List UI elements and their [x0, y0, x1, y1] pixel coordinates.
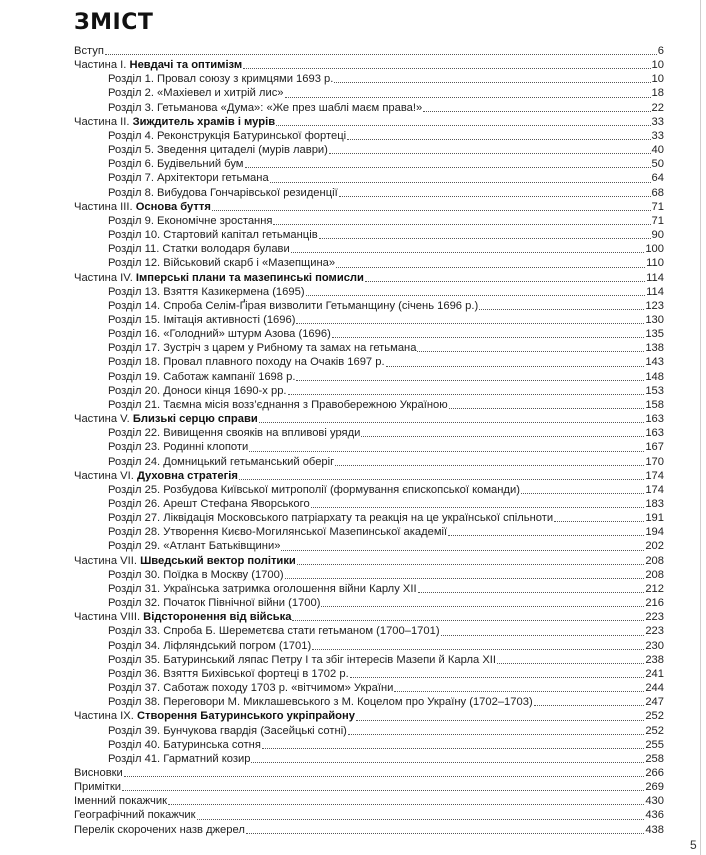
- toc-chapter-entry: [74, 129, 664, 143]
- toc-chapter-entry: [74, 341, 664, 355]
- toc-entry-title: [108, 639, 311, 653]
- toc-page-number: 90: [651, 229, 664, 242]
- toc-page-number: 167: [645, 441, 664, 454]
- page-title: ЗМІСТ: [74, 10, 154, 35]
- dot-leader: [296, 313, 644, 324]
- toc-part-entry: [74, 58, 664, 72]
- toc-chapter-entry: [74, 440, 664, 454]
- toc-entry-text: Розділ 15. Імітація активності (1696): [108, 313, 296, 326]
- toc-entry-text: Розділ 3. Гетьманова «Дума»: «Же през шаблі маєм права!»: [108, 101, 423, 114]
- toc-page-number: 247: [645, 696, 664, 709]
- dot-leader: [296, 370, 644, 381]
- dot-leader: [124, 766, 645, 777]
- toc-entry-title: [108, 327, 331, 341]
- toc-page-number: 153: [645, 384, 664, 397]
- toc-part-entry: [74, 808, 664, 822]
- toc-chapter-entry: [74, 525, 664, 539]
- toc-page-number: 241: [645, 667, 664, 680]
- toc-entry-text: Розділ 8. Вибудова Гончарівської резиденції: [108, 186, 338, 199]
- toc-entry-text: Розділ 27. Ліквідація Московського патріархату та реакція на це української спільноти: [108, 512, 554, 525]
- toc-chapter-entry: [74, 398, 664, 412]
- toc-chapter-entry: [74, 582, 664, 596]
- toc-chapter-entry: [74, 695, 664, 709]
- toc-page-number: 238: [645, 653, 664, 666]
- toc-chapter-entry: [74, 285, 664, 299]
- toc-entry-title: [108, 285, 305, 299]
- toc-page-number: 163: [645, 413, 664, 426]
- dot-leader: [212, 200, 651, 211]
- toc-entry-text: Розділ 30. Поїдка в Москву (1700): [108, 568, 284, 581]
- toc-entry-text: Розділ 21. Таємна місія возз’єднання з Правобережною Україною: [108, 398, 448, 411]
- toc-entry-text: Розділ 41. Гарматний козир: [108, 752, 251, 765]
- toc-page-number: 191: [645, 512, 664, 525]
- toc-entry-text: Розділ 7. Архітектори гетьмана: [108, 172, 269, 185]
- toc-page-number: 64: [651, 172, 664, 185]
- toc-entry-text: Розділ 31. Українська затримка оголошення війни Карлу XII: [108, 582, 417, 595]
- toc-entry-title: [108, 695, 533, 709]
- dot-leader: [285, 87, 651, 98]
- toc-entry-text: Вступ: [74, 45, 104, 57]
- toc-entry-title: [74, 44, 104, 58]
- toc-entry-title: [74, 823, 245, 837]
- toc-entry-title: [74, 610, 291, 624]
- toc-entry-title: [74, 808, 196, 822]
- toc-chapter-entry: [74, 539, 664, 553]
- toc-chapter-entry: [74, 738, 664, 752]
- toc-chapter-entry: [74, 299, 664, 313]
- toc-entry-title: [108, 483, 520, 497]
- toc-page-number: 68: [651, 186, 664, 199]
- toc-entry-text: Розділ 29. «Атлант Батьківщини»: [108, 540, 281, 553]
- toc-entry-text: Розділ 36. Взяття Бихівської фортеці в 1702 р.: [108, 667, 349, 680]
- toc-entry-text: Перелік скорочених назв джерел: [74, 823, 245, 836]
- toc-entry-text: Висновки: [74, 766, 123, 779]
- toc-entry-text: Розділ 35. Батуринський ляпас Петру I та збіг інтересів Мазепи й Карла XII: [108, 653, 496, 666]
- dot-leader: [306, 285, 646, 296]
- toc-part-entry: [74, 780, 664, 794]
- toc-page-number: 216: [645, 597, 664, 610]
- toc-entry-text: Розділ 22. Вивищення свояків на впливові уряди: [108, 427, 361, 440]
- toc-part-title: Основа буття: [135, 200, 211, 213]
- toc-page-number: 10: [651, 73, 664, 86]
- dot-leader: [197, 809, 645, 820]
- toc-entry-title: [108, 752, 250, 766]
- toc-entry-title: [108, 653, 496, 667]
- toc-entry-title: [108, 370, 295, 384]
- toc-chapter-entry: [74, 624, 664, 638]
- toc-entry-title: [108, 143, 328, 157]
- toc-page-number: 158: [645, 398, 664, 411]
- toc-entry-text: Розділ 32. Початок Північної війни (1700): [108, 597, 321, 610]
- toc-page-number: 110: [646, 257, 664, 270]
- dot-leader: [334, 72, 650, 83]
- toc-entry-title: [108, 214, 272, 228]
- toc-page-number: 10: [651, 59, 664, 72]
- dot-leader: [335, 455, 644, 466]
- toc-chapter-entry: [74, 639, 664, 653]
- toc-page-number: 40: [651, 144, 664, 157]
- toc-entry-text: Розділ 20. Доноси кінця 1690-х рр.: [108, 384, 287, 397]
- toc-entry-title: [108, 426, 360, 440]
- page-number: 5: [690, 838, 697, 852]
- toc-chapter-entry: [74, 143, 664, 157]
- toc-chapter-entry: [74, 511, 664, 525]
- toc-entry-text: Розділ 28. Утворення Києво-Могилянської Мазепинської академії: [108, 526, 448, 539]
- toc-entry-title: [108, 72, 333, 86]
- toc-chapter-entry: [74, 483, 664, 497]
- toc-entry-text: Іменний покажчик: [74, 795, 167, 808]
- toc-page-number: 208: [645, 554, 664, 567]
- dot-leader: [348, 724, 644, 735]
- toc-chapter-entry: [74, 426, 664, 440]
- toc-entry-text: Розділ 38. Переговори М. Миклашевського з М. Коцелом про Україну (1702–1703): [108, 696, 533, 709]
- toc-page-number: 223: [645, 625, 664, 638]
- dot-leader: [423, 101, 650, 112]
- toc-entry-title: [74, 766, 123, 780]
- toc-entry-title: [108, 568, 284, 582]
- dot-leader: [319, 228, 651, 239]
- toc-entry-text: Розділ 4. Реконструкція Батуринської фортеці: [108, 129, 347, 142]
- toc-entry-text: Розділ 23. Родинні клопоти: [108, 441, 249, 454]
- toc-chapter-entry: [74, 72, 664, 86]
- dot-leader: [449, 398, 645, 409]
- dot-leader: [292, 610, 644, 621]
- toc-page-number: 212: [645, 582, 664, 595]
- dot-leader: [249, 441, 644, 452]
- toc-page-number: 174: [645, 483, 664, 496]
- dot-leader: [243, 58, 650, 69]
- dot-leader: [288, 384, 645, 395]
- dot-leader: [332, 327, 645, 338]
- toc-entry-text: Примітки: [74, 781, 121, 794]
- toc-chapter-entry: [74, 370, 664, 384]
- dot-leader: [418, 582, 645, 593]
- toc-entry-text: Розділ 10. Стартовий капітал гетьманців: [108, 229, 318, 242]
- toc-part-entry: [74, 44, 664, 58]
- toc-entry-text: Розділ 6. Будівельний бум: [108, 158, 244, 171]
- toc-page-number: 100: [645, 243, 664, 256]
- toc-entry-title: [74, 271, 364, 285]
- dot-leader: [291, 242, 645, 253]
- toc-entry-text: Частина VI.: [74, 469, 137, 482]
- toc-page-number: 258: [645, 752, 664, 765]
- toc-chapter-entry: [74, 752, 664, 766]
- dot-leader: [259, 412, 645, 423]
- toc-entry-title: [108, 440, 248, 454]
- toc-chapter-entry: [74, 355, 664, 369]
- dot-leader: [251, 752, 644, 763]
- dot-leader: [321, 596, 644, 607]
- toc-entry-text: Розділ 12. Військовий скарб і «Мазепщина»: [108, 257, 336, 270]
- toc-entry-title: [108, 86, 284, 100]
- toc-entry-title: [108, 256, 335, 270]
- toc-page-number: 208: [645, 568, 664, 581]
- dot-leader: [386, 356, 645, 367]
- toc-page-number: 71: [651, 214, 664, 227]
- toc-page-number: 269: [645, 781, 664, 794]
- toc-page-number: 6: [657, 45, 664, 57]
- toc-entry-text: Частина V.: [74, 413, 133, 426]
- toc-chapter-entry: [74, 86, 664, 100]
- toc-entry-text: Частина VIII.: [74, 611, 144, 624]
- toc-entry-title: [108, 667, 349, 681]
- toc-entry-title: [108, 355, 385, 369]
- dot-leader: [441, 625, 645, 636]
- toc-part-entry: [74, 271, 664, 285]
- dot-leader: [281, 540, 644, 551]
- toc-entry-title: [74, 554, 296, 568]
- toc-page-number: 252: [645, 724, 664, 737]
- dot-leader: [356, 710, 644, 721]
- toc-entry-title: [74, 709, 355, 723]
- toc-part-title: Зиждитель храмів і мурів: [132, 115, 276, 128]
- toc-part-title: Невдачі та оптимізм: [129, 59, 243, 72]
- toc-chapter-entry: [74, 497, 664, 511]
- dot-leader: [394, 681, 644, 692]
- toc-entry-title: [74, 780, 121, 794]
- toc-page-number: 230: [645, 639, 664, 652]
- dot-leader: [534, 695, 645, 706]
- toc-part-entry: [74, 554, 664, 568]
- toc-entry-text: Частина I.: [74, 59, 130, 72]
- toc-entry-text: Розділ 14. Спроба Селім-Ґірая визволити Гетьманщину (січень 1696 р.): [108, 299, 479, 312]
- toc-chapter-entry: [74, 171, 664, 185]
- toc-entry-text: Розділ 40. Батуринська сотня: [108, 738, 261, 751]
- toc-part-title: Близькі серцю справи: [132, 413, 258, 426]
- toc-entry-title: [108, 596, 320, 610]
- toc-part-entry: [74, 115, 664, 129]
- dot-leader: [311, 497, 645, 508]
- dot-leader: [239, 469, 644, 480]
- dot-leader: [365, 271, 645, 282]
- toc-page-number: 123: [645, 299, 664, 312]
- toc-entry-text: Розділ 37. Саботаж походу 1703 р. «вітчимом» України: [108, 682, 394, 695]
- table-of-contents: [74, 44, 664, 837]
- toc-entry-title: [74, 58, 242, 72]
- toc-entry-title: [108, 384, 287, 398]
- toc-page-number: 266: [645, 766, 664, 779]
- toc-part-entry: [74, 766, 664, 780]
- toc-entry-text: Розділ 24. Домницький гетьманський оберіг: [108, 455, 335, 468]
- toc-part-entry: [74, 709, 664, 723]
- toc-entry-title: [108, 724, 347, 738]
- toc-page-number: 430: [645, 795, 664, 808]
- dot-leader: [329, 143, 651, 154]
- toc-part-entry: [74, 469, 664, 483]
- toc-page-number: 170: [645, 455, 664, 468]
- toc-entry-text: Частина II.: [74, 115, 133, 128]
- dot-leader: [350, 667, 645, 678]
- dot-leader: [312, 639, 644, 650]
- dot-leader: [347, 129, 650, 140]
- dot-leader: [168, 794, 644, 805]
- dot-leader: [554, 511, 644, 522]
- dot-leader: [276, 115, 650, 126]
- toc-chapter-entry: [74, 256, 664, 270]
- toc-entry-title: [108, 341, 416, 355]
- page-edge-line: [700, 0, 701, 855]
- dot-leader: [245, 157, 651, 168]
- toc-entry-text: Розділ 25. Розбудова Київської митрополії (формування єпископської команди): [108, 483, 520, 496]
- dot-leader: [417, 341, 644, 352]
- toc-chapter-entry: [74, 214, 664, 228]
- toc-entry-text: Частина III.: [74, 200, 136, 213]
- dot-leader: [297, 554, 645, 565]
- toc-entry-title: [108, 738, 261, 752]
- toc-part-title: Шведський вектор політики: [140, 554, 296, 567]
- toc-page-number: 114: [646, 285, 664, 298]
- toc-chapter-entry: [74, 242, 664, 256]
- dot-leader: [273, 214, 650, 225]
- toc-entry-text: Розділ 1. Провал союзу з кримцями 1693 р.: [108, 73, 334, 86]
- toc-chapter-entry: [74, 681, 664, 695]
- dot-leader: [339, 186, 651, 197]
- toc-chapter-entry: [74, 455, 664, 469]
- toc-page-number: 33: [651, 115, 664, 128]
- toc-chapter-entry: [74, 653, 664, 667]
- toc-page-number: 255: [645, 738, 664, 751]
- dot-leader: [262, 738, 644, 749]
- dot-leader: [479, 299, 644, 310]
- toc-entry-title: [108, 681, 393, 695]
- toc-page-number: 114: [646, 271, 664, 284]
- toc-entry-title: [108, 624, 440, 638]
- toc-page-number: 135: [645, 328, 664, 341]
- toc-entry-title: [74, 412, 258, 426]
- toc-entry-title: [108, 497, 310, 511]
- dot-leader: [521, 483, 644, 494]
- toc-entry-title: [108, 242, 290, 256]
- toc-page-number: 71: [651, 200, 664, 213]
- toc-chapter-entry: [74, 313, 664, 327]
- toc-entry-text: Розділ 18. Провал плавного походу на Очаків 1697 р.: [108, 356, 385, 369]
- toc-entry-text: Розділ 34. Ліфляндський погром (1701): [108, 639, 312, 652]
- toc-entry-text: Розділ 39. Бунчукова гвардія (Засейцькі сотні): [108, 724, 347, 737]
- toc-page-number: 22: [651, 101, 664, 114]
- toc-page-number: 438: [645, 823, 664, 836]
- toc-entry-text: Розділ 17. Зустріч з царем у Рибному та замах на гетьмана: [108, 342, 417, 355]
- toc-entry-text: Розділ 16. «Голодний» штурм Азова (1696): [108, 328, 331, 341]
- dot-leader: [122, 780, 644, 791]
- toc-entry-text: Частина VII.: [74, 554, 141, 567]
- toc-page-number: 18: [651, 87, 664, 100]
- toc-part-title: Створення Батуринського укріпрайону: [136, 710, 355, 723]
- dot-leader: [270, 172, 651, 183]
- toc-chapter-entry: [74, 384, 664, 398]
- toc-page-number: 163: [645, 427, 664, 440]
- dot-leader: [448, 525, 644, 536]
- toc-page-number: 33: [651, 129, 664, 142]
- toc-part-entry: [74, 412, 664, 426]
- toc-chapter-entry: [74, 186, 664, 200]
- toc-part-entry: [74, 823, 664, 837]
- toc-entry-text: Розділ 26. Арешт Стефана Яворського: [108, 498, 310, 510]
- toc-entry-text: Розділ 5. Зведення цитаделі (мурів лаври): [108, 144, 328, 157]
- toc-entry-title: [108, 525, 447, 539]
- toc-entry-title: [108, 157, 244, 171]
- toc-page-number: 138: [645, 342, 664, 355]
- toc-page-number: 143: [645, 356, 664, 369]
- dot-leader: [105, 44, 657, 55]
- toc-page-number: 252: [645, 710, 664, 723]
- toc-page-number: 436: [645, 809, 664, 822]
- dot-leader: [246, 823, 644, 834]
- toc-entry-title: [108, 228, 318, 242]
- toc-entry-text: Розділ 11. Статки володаря булави: [108, 243, 290, 256]
- toc-entry-title: [108, 299, 478, 313]
- toc-entry-title: [108, 398, 448, 412]
- toc-entry-title: [108, 313, 295, 327]
- toc-entry-text: Розділ 19. Саботаж кампанії 1698 р.: [108, 370, 296, 383]
- toc-entry-text: Розділ 9. Економічне зростання: [108, 214, 273, 227]
- toc-chapter-entry: [74, 596, 664, 610]
- toc-entry-title: [108, 129, 346, 143]
- toc-entry-title: [74, 469, 238, 483]
- toc-chapter-entry: [74, 724, 664, 738]
- toc-part-title: Відсторонення від війська: [143, 611, 292, 624]
- toc-entry-text: Частина IV.: [74, 271, 136, 284]
- toc-chapter-entry: [74, 228, 664, 242]
- toc-page-number: 183: [645, 498, 664, 510]
- toc-page-number: 244: [645, 682, 664, 695]
- toc-chapter-entry: [74, 101, 664, 115]
- toc-entry-text: Розділ 13. Взяття Казикермена (1695): [108, 285, 305, 298]
- toc-page-number: 202: [645, 540, 664, 553]
- toc-chapter-entry: [74, 568, 664, 582]
- toc-part-title: Духовна стратегія: [136, 469, 238, 482]
- dot-leader: [497, 653, 644, 664]
- toc-chapter-entry: [74, 327, 664, 341]
- toc-part-title: Імперські плани та мазепинські помисли: [135, 271, 364, 284]
- toc-entry-title: [108, 511, 553, 525]
- toc-page-number: 50: [651, 158, 664, 171]
- toc-entry-text: Географічний покажчик: [74, 809, 196, 822]
- toc-entry-text: Розділ 2. «Махіевел и хитрій лис»: [108, 87, 284, 100]
- dot-leader: [336, 257, 645, 268]
- toc-entry-title: [74, 794, 167, 808]
- toc-part-entry: [74, 200, 664, 214]
- toc-page-number: 130: [645, 313, 664, 326]
- toc-entry-title: [108, 186, 338, 200]
- toc-page-number: 174: [645, 469, 664, 482]
- toc-entry-title: [108, 101, 422, 115]
- toc-chapter-entry: [74, 157, 664, 171]
- toc-entry-title: [74, 115, 275, 129]
- toc-entry-title: [108, 171, 269, 185]
- toc-part-entry: [74, 610, 664, 624]
- dot-leader: [361, 426, 644, 437]
- toc-entry-title: [108, 539, 280, 553]
- toc-entry-text: Частина IX.: [74, 710, 137, 723]
- toc-entry-title: [74, 200, 211, 214]
- dot-leader: [285, 568, 645, 579]
- toc-page-number: 223: [645, 611, 664, 624]
- toc-page-number: 148: [645, 370, 664, 383]
- toc-chapter-entry: [74, 667, 664, 681]
- toc-entry-title: [108, 582, 417, 596]
- toc-part-entry: [74, 794, 664, 808]
- toc-entry-text: Розділ 33. Спроба Б. Шереметєва стати гетьманом (1700–1701): [108, 625, 440, 638]
- toc-entry-title: [108, 455, 334, 469]
- toc-page-number: 194: [645, 526, 664, 539]
